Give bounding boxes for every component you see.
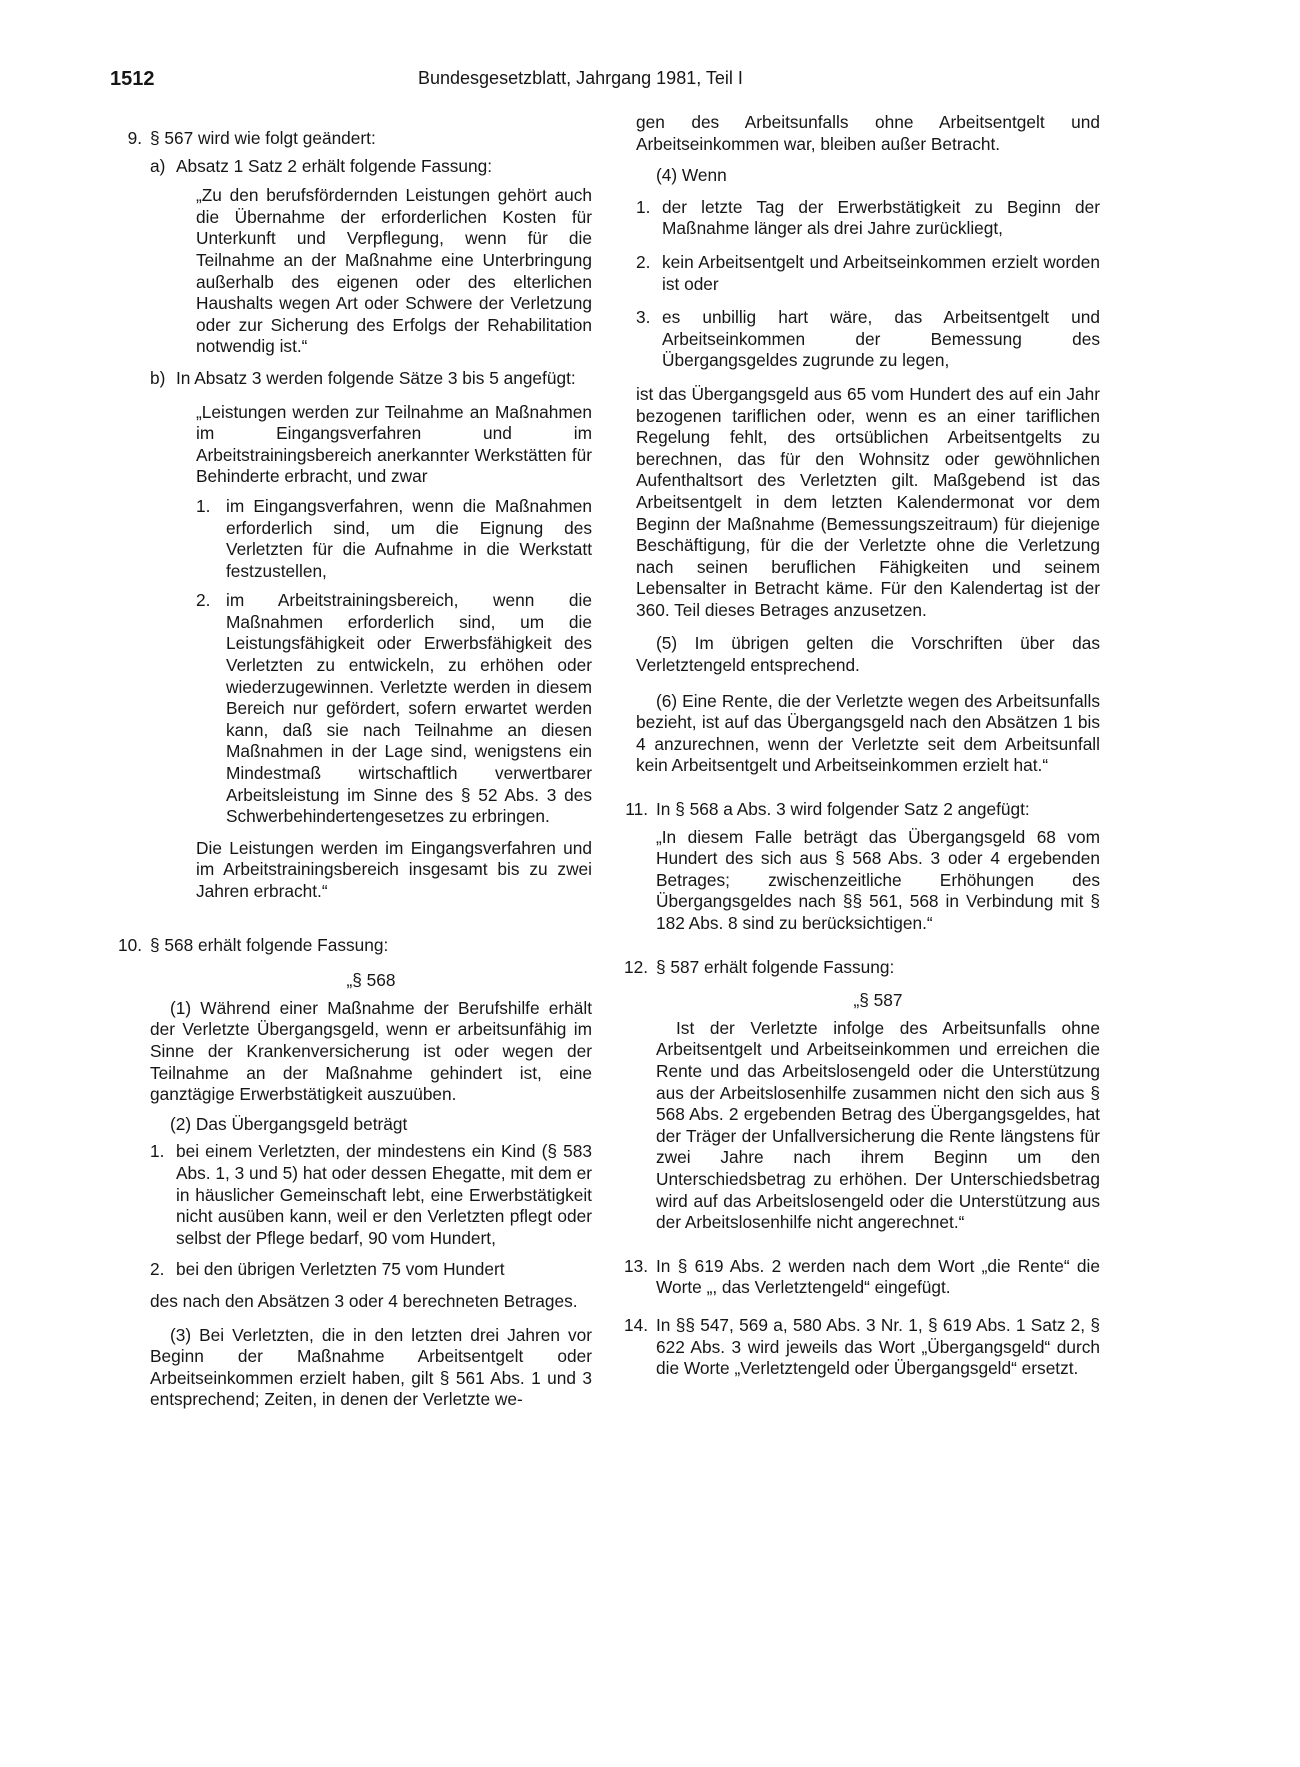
subitem-title: Absatz 1 Satz 2 erhält folgende Fassung: [176, 155, 493, 176]
paragraph-2: (2) Das Übergangsgeld beträgt [170, 1113, 408, 1134]
paragraph-2-tail: des nach den Absätzen 3 oder 4 berechneten Betrages. [150, 1290, 578, 1311]
paragraph-1: (1) Während einer Maßnahme der Berufshilfe erhält der Verletzte Übergangsgeld, wenn er arbeitsunfähig im Sinne der Krankenversicherung ist oder wegen der Teilnahme an der Maßnahme gehindert ist, eine ganztägige Erwerbstätigkeit auszuüben. [150, 997, 592, 1105]
running-head: Bundesgesetzblatt, Jahrgang 1981, Teil I [418, 68, 743, 88]
item-14 [618, 1315, 1100, 1380]
right-column [618, 112, 1100, 1380]
section-heading: „§ 587 [853, 990, 903, 1011]
quoted-text: „Zu den berufsfördernden Leistungen gehört auch die Übernahme der erforderlichen Kosten für Unterkunft und Verpflegung, wenn für die Teilnahme an der Maßnahme eine Unterbringung außerhalb des eigenen oder des elterlichen Haushalts wegen Art oder Schwere der Verletzung oder zur Sicherung des Erfolgs der Rehabilitation notwendig ist.“ [196, 185, 592, 357]
quoted-intro: „Leistungen werden zur Teilnahme an Maßnahmen im Eingangsverfahren und im Arbeitstrainingsbereich anerkannter Werkstätten für Behinderte erbracht, und zwar [196, 401, 592, 487]
numbered-item-number: 2. [150, 1259, 165, 1280]
paragraph-4-tail: ist das Übergangsgeld aus 65 vom Hundert des auf ein Jahr bezogenen tariflichen oder, wenn es an einer tariflichen Regelung fehlt, des ortsüblichen Arbeitsentgelts zu berechnen, das für den Wohnsitz oder gewöhnlichen Aufenthaltsort des Verletzten gilt. Maßgebend ist das Arbeitsentgelt in dem letzten Kalendermonat vor dem Beginn der Maßnahme (Bemessungszeitraum) für diejenige Beschäftigung, für die der Verletzte ohne die Verletzung nach seinen beruflichen Fähigkeiten und seinem Lebensalter in Betracht käme. Für den Kalendertag ist der 360. Teil dieses Betrages anzusetzen. [636, 383, 1100, 620]
numbered-item [636, 307, 1100, 372]
quoted-text: „In diesem Falle beträgt das Übergangsgeld 68 vom Hundert des sich aus § 568 Abs. 3 oder 4 ergebenden Betrages; zwischenzeitliche Erhöhungen des Übergangsgeldes nach §§ 561, 568 in Verbindung mit § 182 Abs. 8 sind zu berücksichtigen.“ [656, 826, 1100, 933]
numbered-item-text: im Eingangsverfahren, wenn die Maßnahmen erforderlich sind, um die Eignung des Verletzten für die Aufnahme in die Werkstatt festzustellen, [226, 495, 592, 581]
numbered-item-text: bei einem Verletzten, der mindestens ein Kind (§ 583 Abs. 1, 3 und 5) hat oder dessen Ehegatte, mit dem er in häuslicher Gemeinschaft lebt, eine Erwerbstätigkeit nicht ausüben kann, weil er den Verletzten pflegt oder selbst der Pflege bedarf, 90 vom Hundert, [176, 1141, 592, 1248]
item-number: 10. [117, 934, 142, 955]
numbered-item [636, 197, 1100, 240]
item-10 [108, 935, 592, 1411]
subitem-a [150, 156, 592, 358]
item-number: 14. [623, 1314, 648, 1335]
quoted-closing: Die Leistungen werden im Eingangsverfahren und im Arbeitstrainingsbereich insgesamt bis zu zwei Jahren erbracht.“ [196, 837, 592, 901]
paragraph-5: (5) Im übrigen gelten die Vorschriften über das Verletztengeld entsprechend. [636, 633, 1100, 676]
item-13 [618, 1256, 1100, 1299]
page-header [110, 68, 1110, 98]
subitem-title: In Absatz 3 werden folgende Sätze 3 bis 5 angefügt: [176, 367, 576, 388]
numbered-item [196, 496, 592, 582]
section-heading: „§ 568 [346, 970, 396, 991]
item-title: § 587 erhält folgende Fassung: [656, 956, 895, 977]
subitem-label: b) [150, 367, 166, 388]
numbered-item-number: 1. [196, 495, 211, 516]
page-number: 1512 [110, 68, 155, 90]
numbered-item-number: 2. [196, 590, 211, 611]
subitem-b [150, 368, 592, 903]
numbered-item-number: 2. [636, 251, 651, 272]
numbered-item-text: der letzte Tag der Erwerbstätigkeit zu Beginn der Maßnahme länger als drei Jahre zurückliegt, [662, 196, 1100, 239]
item-12 [618, 957, 1100, 1234]
numbered-item-text: es unbillig hart wäre, das Arbeitsentgelt und Arbeitseinkommen der Bemessung des Übergangsgeldes zugrunde zu legen, [662, 307, 1100, 371]
continued-block [618, 112, 1100, 777]
item-11 [618, 799, 1100, 935]
numbered-item [150, 1259, 592, 1281]
left-column [108, 128, 592, 1411]
quoted-block [176, 402, 592, 903]
paragraph-6: (6) Eine Rente, die der Verletzte wegen des Arbeitsunfalls bezieht, ist auf das Übergangsgeld nach den Absätzen 1 bis 4 anzurechnen, wenn der Verletzte seit dem Arbeitsunfall kein Arbeitsentgelt und Arbeitseinkommen erzielt hat.“ [636, 690, 1100, 776]
numbered-item-number: 3. [636, 307, 651, 328]
item-title: § 567 wird wie folgt geändert: [150, 128, 376, 148]
item-number: 13. [623, 1255, 648, 1276]
item-text: In § 619 Abs. 2 werden nach dem Wort „die Rente“ die Worte „, das Verletztengeld“ eingefügt. [656, 1255, 1100, 1298]
paragraph-3: (3) Bei Verletzten, die in den letzten drei Jahren vor Beginn der Maßnahme Arbeitsentgelt oder Arbeitseinkommen erzielt haben, gilt § 561 Abs. 1 und 3 entsprechend; Zeiten, in denen der Verletzte we- [150, 1324, 592, 1410]
item-number: 11. [625, 799, 648, 820]
subitem-label: a) [150, 155, 166, 176]
item-title: § 568 erhält folgende Fassung: [150, 934, 389, 955]
paragraph-4: (4) Wenn [656, 165, 727, 186]
numbered-item-number: 1. [636, 196, 651, 217]
item-number: 12. [623, 956, 648, 977]
numbered-item-number: 1. [150, 1141, 165, 1162]
item-9 [108, 128, 592, 903]
continued-text: gen des Arbeitsunfalls ohne Arbeitsentgelt und Arbeitseinkommen war, bleiben außer Betracht. [636, 112, 1100, 154]
numbered-item-text: kein Arbeitsentgelt und Arbeitseinkommen erzielt worden ist oder [662, 251, 1100, 294]
item-number: 9. [127, 128, 142, 148]
numbered-item [150, 1141, 592, 1249]
item-title: In § 568 a Abs. 3 wird folgender Satz 2 angefügt: [656, 799, 1030, 820]
numbered-item-text: bei den übrigen Verletzten 75 vom Hundert [176, 1259, 505, 1280]
numbered-item-text: im Arbeitstrainingsbereich, wenn die Maßnahmen erforderlich sind, um die Leistungsfähigkeit oder Erwerbsfähigkeit des Verletzten zu entwickeln, zu erhöhen oder wiederzugewinnen. Verletzte werden in diesem Bereich nur gefördert, sofern erwartet werden kann, daß sie nach Teilnahme an diesen Maßnahmen in der Lage sind, wenigstens ein Mindestmaß wirtschaftlich verwertbarer Arbeitsleistung im Sinne des § 52 Abs. 3 des Schwerbehindertengesetzes zu erbringen. [226, 590, 592, 827]
numbered-item [196, 590, 592, 828]
item-text: In §§ 547, 569 a, 580 Abs. 3 Nr. 1, § 619 Abs. 1 Satz 2, § 622 Abs. 3 wird jeweils das Wort „Übergangsgeld“ durch die Worte „Verletztengeld oder Übergangsgeld“ ersetzt. [656, 1314, 1100, 1379]
numbered-item [636, 252, 1100, 295]
section-text: Ist der Verletzte infolge des Arbeitsunfalls ohne Arbeitsentgelt und Arbeitseinkommen und erreichen die Rente und das Arbeitslosengeld oder die Unterstützung aus der Arbeitslosenhilfe zusammen nicht den sich aus § 568 Abs. 2 ergebenden Betrag des Übergangsgeldes, hat der Träger der Unfallversicherung die Rente längstens für zwei Jahre nach ihrem Beginn um den Unterschiedsbetrag zu erhöhen. Der Unterschiedsbetrag wird auf das Arbeitslosengeld oder die Unterstützung aus der Arbeitslosenhilfe nicht angerechnet.“ [656, 1017, 1100, 1233]
